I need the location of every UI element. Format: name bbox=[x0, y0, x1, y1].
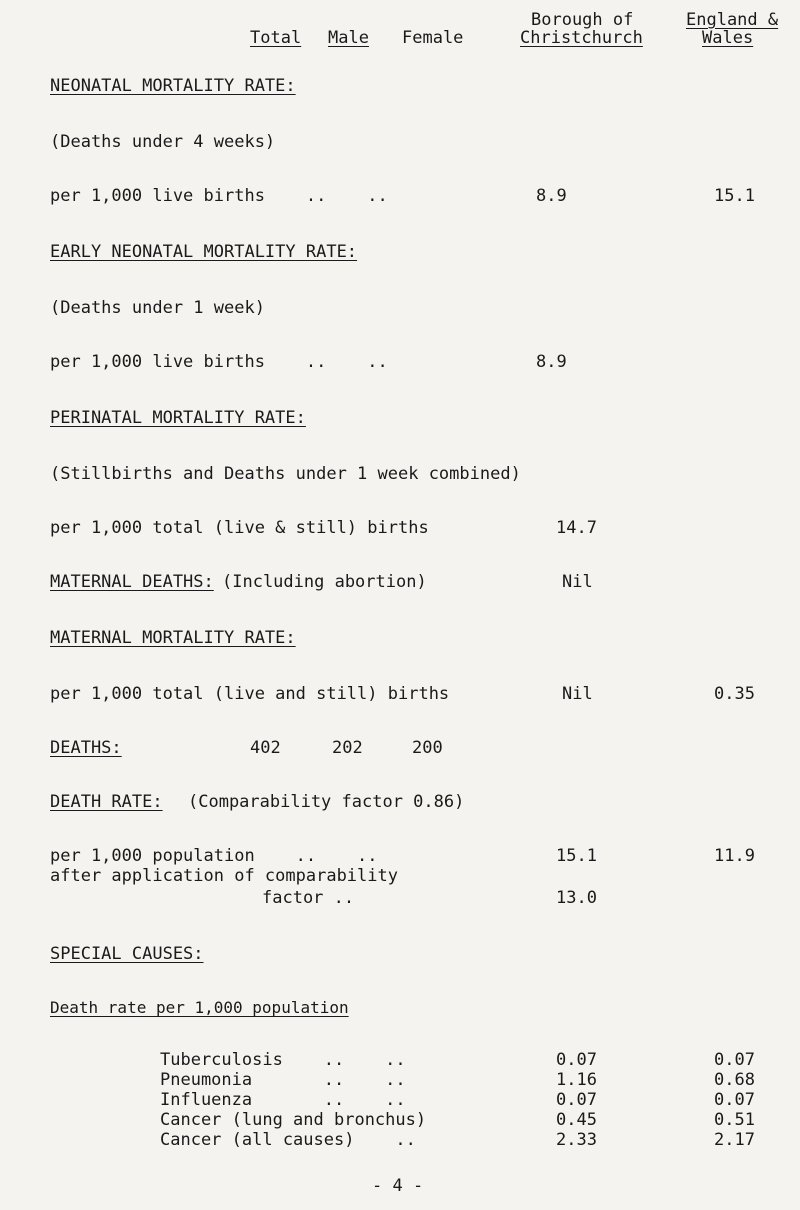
early-neonatal-heading: EARLY NEONATAL MORTALITY RATE: bbox=[50, 242, 358, 262]
special-causes-subheading: Death rate per 1,000 population bbox=[50, 998, 349, 1017]
deaths-total-value: 402 bbox=[250, 738, 281, 758]
neonatal-heading: NEONATAL MORTALITY RATE: bbox=[50, 76, 296, 96]
early-neonatal-row-label: per 1,000 live births .. .. bbox=[50, 352, 388, 372]
death-rate-row1-borough-value: 15.1 bbox=[556, 846, 597, 866]
maternal-rate-heading: MATERNAL MORTALITY RATE: bbox=[50, 628, 296, 648]
header-total: Total bbox=[250, 28, 302, 48]
maternal-rate-row-label: per 1,000 total (live and still) births bbox=[50, 684, 450, 704]
special-cause-borough-value: 0.07 bbox=[556, 1050, 597, 1070]
maternal-rate-england-value: 0.35 bbox=[714, 684, 755, 704]
special-cause-borough-value: 2.33 bbox=[556, 1130, 597, 1150]
neonatal-england-value: 15.1 bbox=[714, 186, 755, 206]
page-number: - 4 - bbox=[372, 1176, 424, 1196]
special-cause-borough-value: 0.07 bbox=[556, 1090, 597, 1110]
early-neonatal-borough-value: 8.9 bbox=[536, 352, 567, 372]
special-cause-england-value: 0.07 bbox=[714, 1050, 755, 1070]
deaths-female-value: 200 bbox=[412, 738, 443, 758]
header-england-line1: England & bbox=[686, 10, 779, 30]
neonatal-borough-value: 8.9 bbox=[536, 186, 567, 206]
maternal-deaths-borough-value: Nil bbox=[562, 572, 593, 592]
death-rate-heading: DEATH RATE: bbox=[50, 792, 163, 812]
perinatal-sub: (Stillbirths and Deaths under 1 week combined) bbox=[50, 464, 521, 484]
neonatal-sub: (Deaths under 4 weeks) bbox=[50, 132, 276, 152]
header-borough-line1: Borough of bbox=[531, 10, 634, 30]
special-causes-heading: SPECIAL CAUSES: bbox=[50, 944, 204, 964]
perinatal-borough-value: 14.7 bbox=[556, 518, 597, 538]
neonatal-row-label: per 1,000 live births .. .. bbox=[50, 186, 388, 206]
special-cause-label: Influenza .. .. bbox=[160, 1090, 406, 1110]
maternal-deaths-note: (Including abortion) bbox=[222, 572, 427, 592]
death-rate-row1-label: per 1,000 population .. .. bbox=[50, 846, 378, 866]
death-rate-row2-label-a: after application of comparability bbox=[50, 866, 398, 886]
special-cause-england-value: 0.07 bbox=[714, 1090, 755, 1110]
header-borough-line2: Christchurch bbox=[520, 28, 643, 48]
death-rate-row1-england-value: 11.9 bbox=[714, 846, 755, 866]
deaths-heading: DEATHS: bbox=[50, 738, 122, 758]
perinatal-heading: PERINATAL MORTALITY RATE: bbox=[50, 408, 306, 428]
maternal-rate-borough-value: Nil bbox=[562, 684, 593, 704]
maternal-deaths-heading: MATERNAL DEATHS: bbox=[50, 572, 214, 592]
header-female: Female bbox=[402, 28, 464, 48]
special-cause-label: Cancer (all causes) .. bbox=[160, 1130, 416, 1150]
special-cause-label: Cancer (lung and bronchus) bbox=[160, 1110, 427, 1130]
death-rate-row2-borough-value: 13.0 bbox=[556, 888, 597, 908]
death-rate-row2-label-b: factor .. bbox=[262, 888, 355, 908]
perinatal-row-label: per 1,000 total (live & still) births bbox=[50, 518, 429, 538]
death-rate-note: (Comparability factor 0.86) bbox=[188, 792, 465, 812]
early-neonatal-sub: (Deaths under 1 week) bbox=[50, 298, 265, 318]
header-male: Male bbox=[328, 28, 369, 48]
special-cause-borough-value: 0.45 bbox=[556, 1110, 597, 1130]
special-cause-england-value: 0.51 bbox=[714, 1110, 755, 1130]
deaths-male-value: 202 bbox=[332, 738, 363, 758]
special-cause-england-value: 2.17 bbox=[714, 1130, 755, 1150]
special-cause-label: Pneumonia .. .. bbox=[160, 1070, 406, 1090]
special-cause-borough-value: 1.16 bbox=[556, 1070, 597, 1090]
special-cause-label: Tuberculosis .. .. bbox=[160, 1050, 406, 1070]
special-cause-england-value: 0.68 bbox=[714, 1070, 755, 1090]
header-england-line2: Wales bbox=[702, 28, 754, 48]
